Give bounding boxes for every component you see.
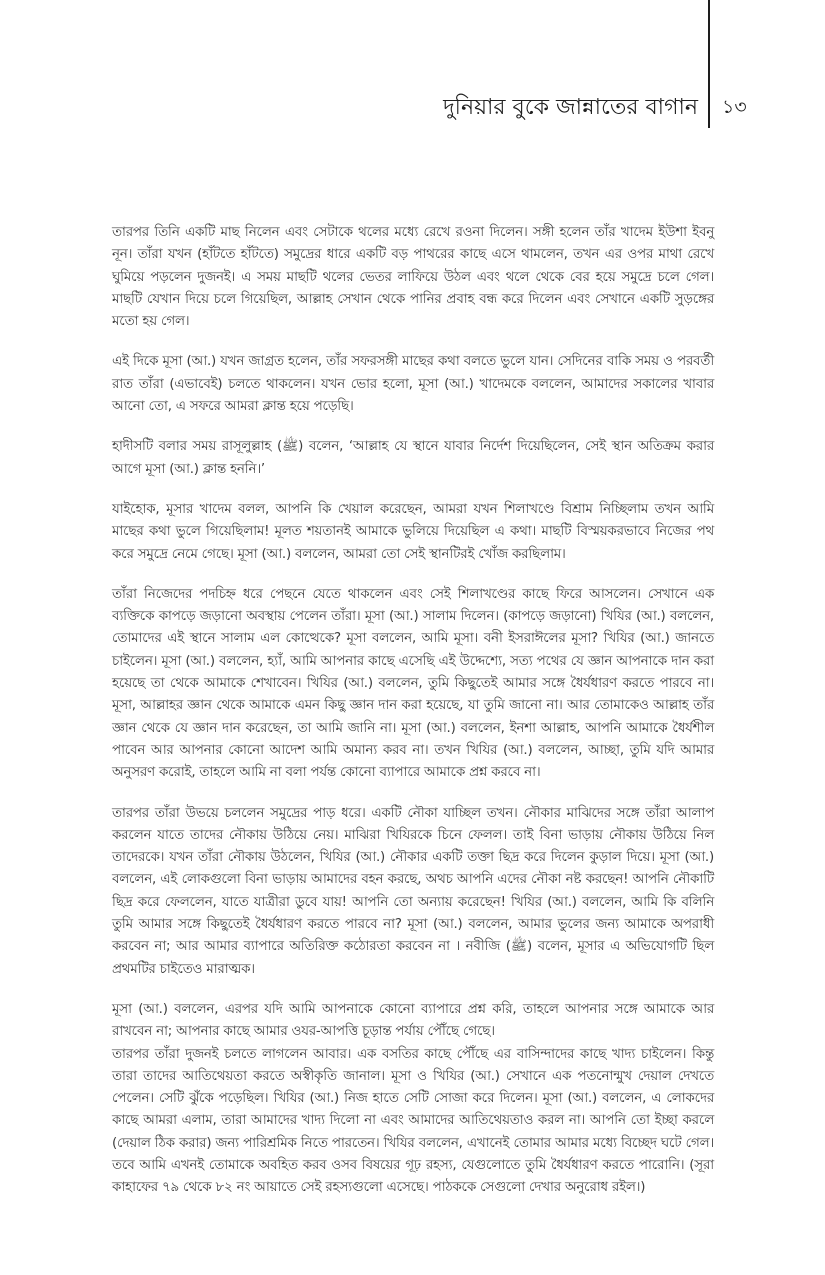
paragraph-spacer <box>112 566 714 584</box>
paragraph-5: তাঁরা নিজেদের পদচিহ্ন ধরে পেছনে যেতে থাকলেন এবং সেই শিলাখণ্ডের কাছে ফিরে আসলেন। সেখানে এক ব্যক্তিকে কাপড়ে জড়ানো অবস্থায় পেলেন তাঁরা। মূসা (আ.) সালাম দিলেন। (কাপড়ে জড়ানো) খিযির (আ.) বললেন, তোমাদের এই স্থানে সালাম এল কোত্থেকে? মূসা বললেন, আমি মূসা। বনী ইসরাঈলের মূসা? খিযির (আ.) জানতে চাইলেন। মূসা (আ.) বললেন, হ্যাঁ, আমি আপনার কাছে এসেছি এই উদ্দেশ্যে, সত্য পথের যে জ্ঞান আপনাকে দান করা হয়েছে তা থেকে আমাকে শেখাবেন। খিযির (আ.) বললেন, তুমি কিছুতেই আমার সঙ্গে ধৈর্যধারণ করতে পারবে না। মূসা, আল্লাহর জ্ঞান থেকে আমাকে এমন কিছু জ্ঞান দান করা হয়েছে, যা তুমি জানো না। আর তোমাকেও আল্লাহ তাঁর জ্ঞান থেকে যে জ্ঞান দান করেছেন, তা আমি জানি না। মূসা (আ.) বললেন, ইনশা আল্লাহ, আপনি আমাকে ধৈর্যশীল পাবেন আর আপনার কোনো আদেশ আমি অমান্য করব না। তখন খিযির (আ.) বললেন, আচ্ছা, তুমি যদি আমার অনুসরণ করোই, তাহলে আমি না বলা পর্যন্ত কোনো ব্যাপারে আমাকে প্রশ্ন করবে না। <box>112 586 714 781</box>
paragraph-8: তারপর তাঁরা দুজনই চলতে লাগলেন আবার। এক বসতির কাছে পৌঁছে এর বাসিন্দাদের কাছে খাদ্য চাইলেন। কিন্তু তারা তাদের আতিথেয়তা করতে অস্বীকৃতি জানাল। মূসা ও খিযির (আ.) সেখানে এক পতনোন্মুখ দেয়াল দেখতে পেলেন। সেটি ঝুঁকে পড়েছিল। খিযির (আ.) নিজ হাতে সেটি সোজা করে দিলেন। মূসা (আ.) বললেন, এ লোকদের কাছে আমরা এলাম, তারা আমাদের খাদ্য দিলো না এবং আমাদের আতিথেয়তাও করল না। আপনি তো ইচ্ছা করলে (দেয়াল ঠিক করার) জন্য পারিশ্রমিক নিতে পারতেন। খিযির বললেন, এখানেই তোমার আমার মধ্যে বিচ্ছেদ ঘটে গেল। তবে আমি এখনই তোমাকে অবহিত করব ওসব বিষয়ের গূঢ় রহস্য, যেগুলোতে তুমি ধৈর্যধারণ করতে পারোনি। (সূরা কাহাফের ৭৯ থেকে ৮২ নং আয়াতে সেই রহস্যগুলো এসেছে। পাঠককে সেগুলো দেখার অনুরোধ রইল।) <box>112 1046 714 1196</box>
paragraph-7: মূসা (আ.) বললেন, এরপর যদি আমি আপনাকে কোনো ব্যাপারে প্রশ্ন করি, তাহলে আপনার সঙ্গে আমাকে আর রাখবেন না; আপনার কাছে আমার ওযর-আপত্তি চূড়ান্ত পর্যায় পৌঁছে গেছে। <box>112 1001 714 1040</box>
paragraph-3: হাদীসটি বলার সময় রাসূলুল্লাহ (ﷺ) বলেন, ‘আল্লাহ যে স্থানে যাবার নির্দেশ দিয়েছিলেন, সেই স্থান অতিক্রম করার আগে মূসা (আ.) ক্লান্ত হননি।’ <box>112 439 714 477</box>
paragraph-1: তারপর তিনি একটি মাছ নিলেন এবং সেটাকে থলের মধ্যে রেখে রওনা দিলেন। সঙ্গী হলেন তাঁর খাদেম ইউশা ইবনু নূন। তাঁরা যখন (হাঁটতে হাঁটতে) সমুদ্রের ধারে একটি বড় পাথরের কাছে এসে থামলেন, তখন এর ওপর মাথা রেখে ঘুমিয়ে পড়লেন দুজনই। এ সময় মাছটি থলের ভেতর লাফিয়ে উঠল এবং থলে থেকে বের হয়ে সমুদ্রে চলে গেল। মাছটি যেখান দিয়ে চলে গিয়েছিল, আল্লাহ সেখান থেকে পানির প্রবাহ বন্ধ করে দিলেন এবং সেখানে একটি সুড়ঙ্গের মতো হয় গেল। <box>112 225 714 330</box>
paragraph-6: তারপর তাঁরা উভয়ে চললেন সমুদ্রের পাড় ধরে। একটি নৌকা যাচ্ছিল তখন। নৌকার মাঝিদের সঙ্গে তাঁরা আলাপ করলেন যাতে তাদের নৌকায় উঠিয়ে নেয়। মাঝিরা খিযিরকে চিনে ফেলল। তাই বিনা ভাড়ায় নৌকায় উঠিয়ে নিল তাদেরকে। যখন তাঁরা নৌকায় উঠলেন, খিযির (আ.) নৌকার একটি তক্তা ছিদ্র করে দিলেন কুড়াল দিয়ে। মূসা (আ.) বললেন, এই লোকগুলো বিনা ভাড়ায় আমাদের বহন করছে, অথচ আপনি এদের নৌকা নষ্ট করছেন! আপনি নৌকাটি ছিদ্র করে ফেললেন, যাতে যাত্রীরা ডুবে যায়! আপনি তো অন্যায় করেছেন! খিযির (আ.) বললেন, আমি কি বলিনি তুমি আমার সঙ্গে কিছুতেই ধৈর্যধারণ করতে পারবে না? মূসা (আ.) বললেন, আমার ভুলের জন্য আমাকে অপরাধী করবেন না; আর আমার ব্যাপারে অতিরিক্ত কঠোরতা করবেন না । নবীজি (ﷺ) বলেন, মূসার এ অভিযোগটি ছিল প্রথমটির চাইতেও মারাত্মক। <box>112 805 715 977</box>
running-title: দুনিয়ার বুকে জান্নাতের বাগান <box>443 95 698 120</box>
paragraph-4: যাইহোক, মূসার খাদেম বলল, আপনি কি খেয়াল করেছেন, আমরা যখন শিলাখণ্ডে বিশ্রাম নিচ্ছিলাম তখন আমি মাছের কথা ভুলে গিয়েছিলাম! মূলত শয়তানই আমাকে ভুলিয়ে দিয়েছিল এ কথা। মাছটি বিস্ময়করভাবে নিজের পথ করে সমুদ্রে নেমে গেছে। মূসা (আ.) বললেন, আমরা তো সেই স্থানটিরই খোঁজ করছিলাম। <box>112 501 714 562</box>
paragraph-spacer <box>112 418 714 436</box>
paragraph-spacer <box>112 481 714 499</box>
paragraph-spacer <box>112 785 714 803</box>
paragraph-spacer <box>112 981 714 999</box>
body-text <box>112 222 714 1200</box>
page-number: ১৩ <box>722 96 747 118</box>
paragraph-spacer <box>112 333 714 351</box>
header-vertical-rule <box>708 0 710 128</box>
paragraph-2: এই দিকে মূসা (আ.) যখন জাগ্রত হলেন, তাঁর সফরসঙ্গী মাছের কথা বলতে ভুলে যান। সেদিনের বাকি সময় ও পরবর্তী রাত তাঁরা (এভাবেই) চলতে থাকলেন। যখন ভোর হলো, মূসা (আ.) খাদেমকে বললেন, আমাদের সকালের খাবার আনো তো, এ সফরে আমরা ক্লান্ত হয়ে পড়েছি। <box>112 354 714 415</box>
